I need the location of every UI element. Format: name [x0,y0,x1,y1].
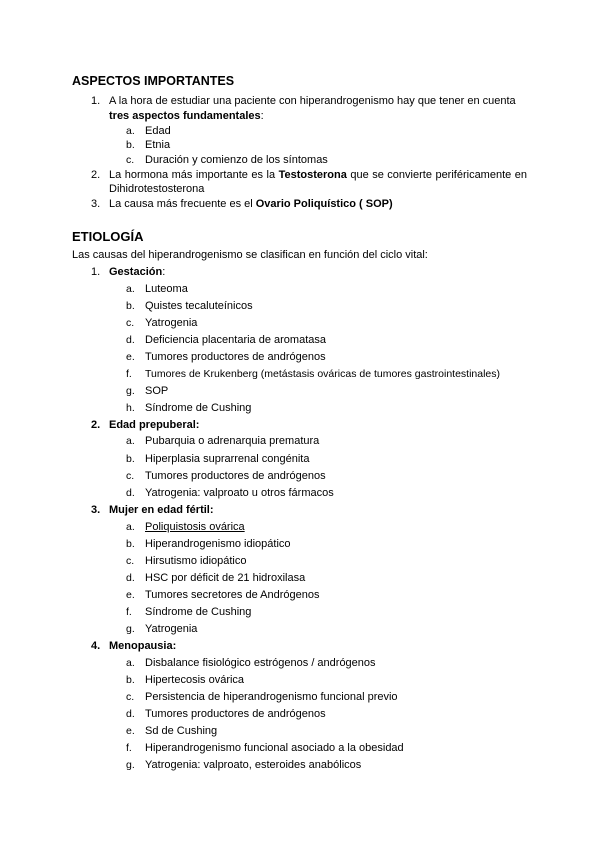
sub-letter: d. [126,572,135,584]
sub-letter: e. [126,589,135,601]
sub-letter: a. [126,283,135,295]
group-label [109,265,165,279]
item-2-line-2: Dihidrotestosterona [109,183,205,195]
sub-item: Síndrome de Cushing [145,402,252,414]
sub-item: Disbalance fisiológico estrógenos / andrógenos [145,657,376,669]
sub-item: Duración y comienzo de los síntomas [145,154,328,166]
sub-letter: c. [126,317,135,329]
sub-letter: d. [126,708,135,720]
sub-letter: d. [126,487,135,499]
sub-item: Pubarquia o adrenarquia prematura [145,435,320,447]
sub-letter: f. [126,606,132,618]
sub-item: Hipertecosis ovárica [145,674,245,686]
sub-letter: g. [126,385,135,397]
sub-item: Tumores secretores de Andrógenos [145,589,320,601]
sub-item: HSC por déficit de 21 hidroxilasa [145,572,306,584]
sub-item: Yatrogenia [145,317,198,329]
sub-letter: a. [126,657,135,669]
sub-item: Yatrogenia: valproato u otros fármacos [145,487,334,499]
sub-letter: a. [126,435,135,447]
sub-item: Tumores productores de andrógenos [145,708,326,720]
sub-item: Síndrome de Cushing [145,606,252,618]
intro-text: Las causas del hiperandrogenismo se clasifican en función del ciclo vital: [72,249,428,261]
group-label: Edad prepuberal: [109,419,200,431]
text: La hormona más importante es la [109,169,279,181]
sub-item: Hiperandrogenismo funcional asociado a la obesidad [145,742,404,754]
item-2-line-1 [109,168,527,182]
sub-item: Hiperandrogenismo idiopático [145,538,291,550]
sub-letter: b. [126,300,135,312]
sub-letter: d. [126,334,135,346]
sub-letter: c. [126,470,135,482]
sub-item: Quistes tecaluteínicos [145,300,253,312]
sub-item: Tumores de Krukenberg (metástasis ováricas de tumores gastrointestinales) [145,368,501,380]
sub-letter: b. [126,139,135,151]
sub-item: Sd de Cushing [145,725,218,737]
sub-letter: a. [126,125,135,137]
sub-item: Tumores productores de andrógenos [145,470,326,482]
sub-letter: e. [126,351,135,363]
sub-item: Etnia [145,139,171,151]
sub-item: Hirsutismo idiopático [145,555,247,567]
item-3-line [109,197,393,211]
sub-letter: b. [126,538,135,550]
sub-item: Luteoma [145,283,188,295]
group-label: Mujer en edad fértil: [109,504,214,516]
sub-item: Hiperplasia suprarrenal congénita [145,453,310,465]
sub-letter: b. [126,674,135,686]
sub-item: SOP [145,385,169,397]
bold-text: Gestación [109,266,163,278]
punctuation: : [162,266,166,278]
text: La causa más frecuente es el [109,198,256,210]
sub-letter: g. [126,623,135,635]
sub-letter: a. [126,521,135,533]
sub-letter: h. [126,402,135,414]
sub-item: Yatrogenia: valproato, esteroides anabólicos [145,759,362,771]
sub-letter: b. [126,453,135,465]
item-number: 1. [91,95,101,107]
group-label: Menopausia: [109,640,177,652]
text: que se convierte periféricamente en [346,169,527,181]
bold-text: Testosterona [278,169,347,181]
sub-letter: g. [126,759,135,771]
group-number: 2. [91,419,101,431]
section-title-aspectos: ASPECTOS IMPORTANTES [72,74,235,88]
sub-letter: f. [126,742,132,754]
sub-letter: c. [126,555,135,567]
sub-item: Poliquistosis ovárica [145,521,245,533]
sub-item: Tumores productores de andrógenos [145,351,326,363]
sub-item: Edad [145,125,171,137]
group-number: 4. [91,640,101,652]
sub-letter: f. [126,368,132,380]
group-number: 3. [91,504,101,516]
punctuation: : [260,110,264,122]
item-1-line-1: A la hora de estudiar una paciente con hiperandrogenismo hay que tener en cuenta [109,95,516,107]
bold-text: Ovario Poliquístico ( SOP) [255,198,393,210]
section-title-etiologia: ETIOLOGÍA [72,229,144,244]
group-number: 1. [91,266,101,278]
bold-text: tres aspectos fundamentales [109,110,261,122]
item-1-line-2 [109,109,264,123]
sub-item: Yatrogenia [145,623,198,635]
item-number: 2. [91,169,101,181]
sub-letter: c. [126,154,135,166]
item-number: 3. [91,198,101,210]
sub-item: Deficiencia placentaria de aromatasa [145,334,326,346]
sub-letter: e. [126,725,135,737]
sub-item: Persistencia de hiperandrogenismo funcional previo [145,691,398,703]
sub-letter: c. [126,691,135,703]
